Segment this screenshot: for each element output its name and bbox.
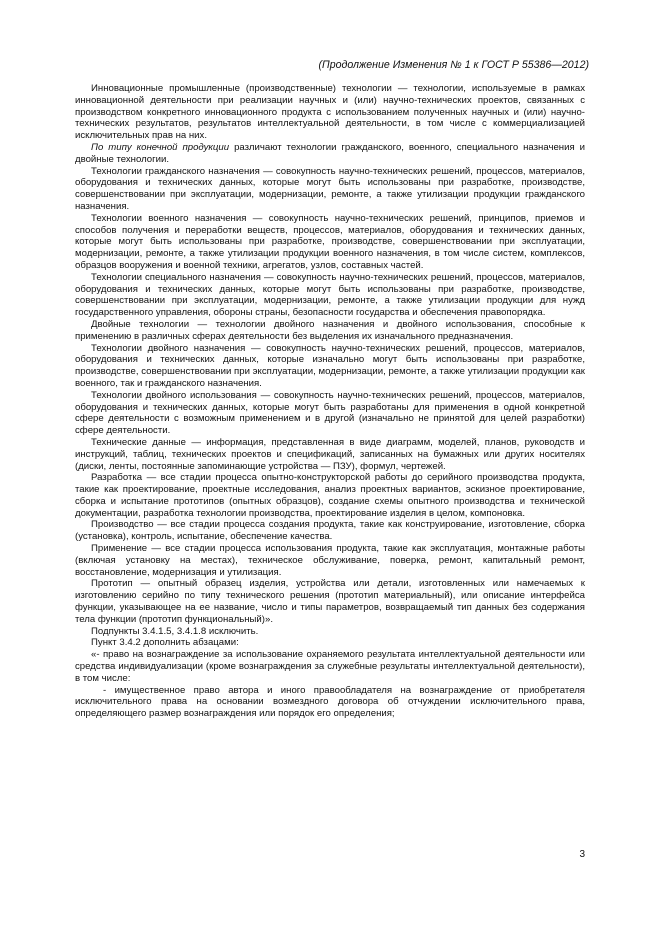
- paragraph-text: Технологии двойного использования — совокупность научно-технических решений, процессов, материалов, оборудования и технических данных, которые могут быть разработаны для применения в одной конкретной сфере деятельности с возможным применением и в другой (изначально не принятой для целей разработки) сфере деятельности.: [75, 389, 585, 437]
- paragraph-by-product-type: [75, 142, 585, 166]
- paragraph-text: Технологии двойного назначения — совокупность научно-технических решений, процессов, материалов, оборудования и технических данных, которые изначально могут быть использованы при разработке, производстве, совершенствовании при эксплуатации, модернизации, ремонте, а также утилизации продукции как военного, так и гражданского назначения.: [75, 342, 585, 389]
- paragraph-text: Технологии специального назначения — совокупность научно-технических решений, процессов, материалов, оборудования и технических данных, которые могут быть использованы при разработке, производстве, совершенствовании при эксплуатации, модернизации, ремонте, а также утилизации продукции для нужд государственного управления, обороны страны, безопасности государства и обеспечения правопорядка.: [75, 271, 585, 319]
- paragraph-dual-purpose-technologies: [75, 343, 585, 390]
- list-dash: -: [103, 684, 107, 696]
- paragraph-text: Пункт 3.4.2 дополнить абзацами:: [91, 637, 239, 649]
- paragraph-subclauses-excluded: [75, 626, 585, 638]
- paragraph-text: Двойные технологии — технологии двойного назначения и двойного использования, способные к применению в различных сферах деятельности без выделения их изначального предназначения.: [75, 318, 585, 342]
- paragraph-text: Прототип — опытный образец изделия, устройства или детали, изготовленных или намечаемых к изготовлению серийно по типу технического решения (прототип материальный), или описание интерфейса функции, указывающее на ее название, число и типы параметров, возвращаемый тип данных без содержания тела функции (прототип функциональный)».: [75, 578, 585, 625]
- paragraph-text: Подпункты 3.4.1.5, 3.4.1.8 исключить.: [91, 625, 259, 637]
- paragraph-text: Производство — все стадии процесса создания продукта, такие как конструирование, изготовление, сборка (установка), контроль, испытание, обеспечение качества.: [75, 519, 585, 543]
- paragraph-production: [75, 519, 585, 543]
- paragraph-civil-technologies: [75, 166, 585, 213]
- paragraph-innovative-industrial-technologies: [75, 83, 585, 142]
- paragraph-text: различают технологии гражданского, военного, специального назначения и двойные технологии.: [75, 141, 585, 165]
- paragraph-application: [75, 543, 585, 578]
- paragraph-technical-data: [75, 437, 585, 472]
- paragraph-military-technologies: [75, 213, 585, 272]
- paragraph-text: Технологии гражданского назначения — совокупность научно-технических решений, процессов, материалов, оборудования и технических данных, которые могут быть использованы при разработке, производстве, совершенствовании при эксплуатации, модернизации, ремонте, а также утилизации продукции гражданского назначения.: [75, 165, 585, 212]
- paragraph-dual-technologies: [75, 319, 585, 343]
- page-number: 3: [579, 849, 585, 860]
- paragraph-text: Разработка — все стадии процесса опытно-конструкторской работы до серийного производства продукта, такие как проектирование, проектные исследования, анализ проектных вариантов, эскизное проектирование, сборка и испытание прототипов (опытных образцов), создание схемы опытного производства и технической документации, разработка технологии производства, проектирование изделия в целом, компоновка.: [75, 472, 585, 519]
- sub-item-property-right: [75, 685, 585, 720]
- paragraph-development: [75, 472, 585, 519]
- italic-lead: По типу конечной продукции: [91, 141, 230, 153]
- paragraph-special-technologies: [75, 272, 585, 319]
- paragraph-right-to-remuneration: [75, 649, 585, 684]
- paragraph-text: Технические данные — информация, представленная в виде диаграмм, моделей, планов, руководств и инструкций, таблиц, технических проектов и спецификаций, записанных на бумажных или других носителях (диски, ленты, постоянные запоминающие устройства — ПЗУ), формул, чертежей.: [75, 436, 585, 472]
- paragraph-text: имущественное право автора и иного правообладателя на вознаграждение от приобретателя исключительного права на основании возмездного договора об отчуждении исключительного права, определяющего размер вознаграждения или порядок его определения;: [75, 684, 585, 720]
- paragraph-clause-supplement: [75, 637, 585, 649]
- paragraph-dual-use-technologies: [75, 390, 585, 437]
- paragraph-text: «- право на вознаграждение за использование охраняемого результата интеллектуальной деятельности или средства индивидуализации (кроме вознаграждения за служебные результаты интеллектуальной деятельности), в том числе:: [75, 649, 585, 684]
- paragraph-text: Технологии военного назначения — совокупность научно-технических решений, принципов, приемов и способов получения и переработки веществ, процессов, материалов, оборудования и технических данных, которые могут быть использованы при разработке, производстве, совершенствовании при эксплуатации, модернизации, ремонте, а также утилизации продукции военного назначения, в том числе систем, комплексов, образцов вооружения и военной техники, агрегатов, узлов, составных частей.: [75, 212, 585, 271]
- paragraph-text: Инновационные промышленные (производственные) технологии — технологии, используемые в рамках инновационной деятельности при реализации научных и (или) научно-технических проектов, связанных с производством конкретного инновационного продукта с использованием полученных научных и (или) научно-технических результатов, результатов интеллектуальной деятельности, в том числе с коммерциализацией исключительных прав на них.: [75, 83, 585, 142]
- paragraph-text: Применение — все стадии процесса использования продукта, такие как эксплуатация, монтажные работы (включая установку на местах), техническое обслуживание, поверка, ремонт, капитальный ремонт, восстановление, модернизация и утилизация.: [75, 543, 585, 578]
- paragraph-prototype: [75, 578, 585, 625]
- document-body: [75, 83, 585, 720]
- running-header: (Продолжение Изменения № 1 к ГОСТ Р 55386—2012): [318, 59, 589, 71]
